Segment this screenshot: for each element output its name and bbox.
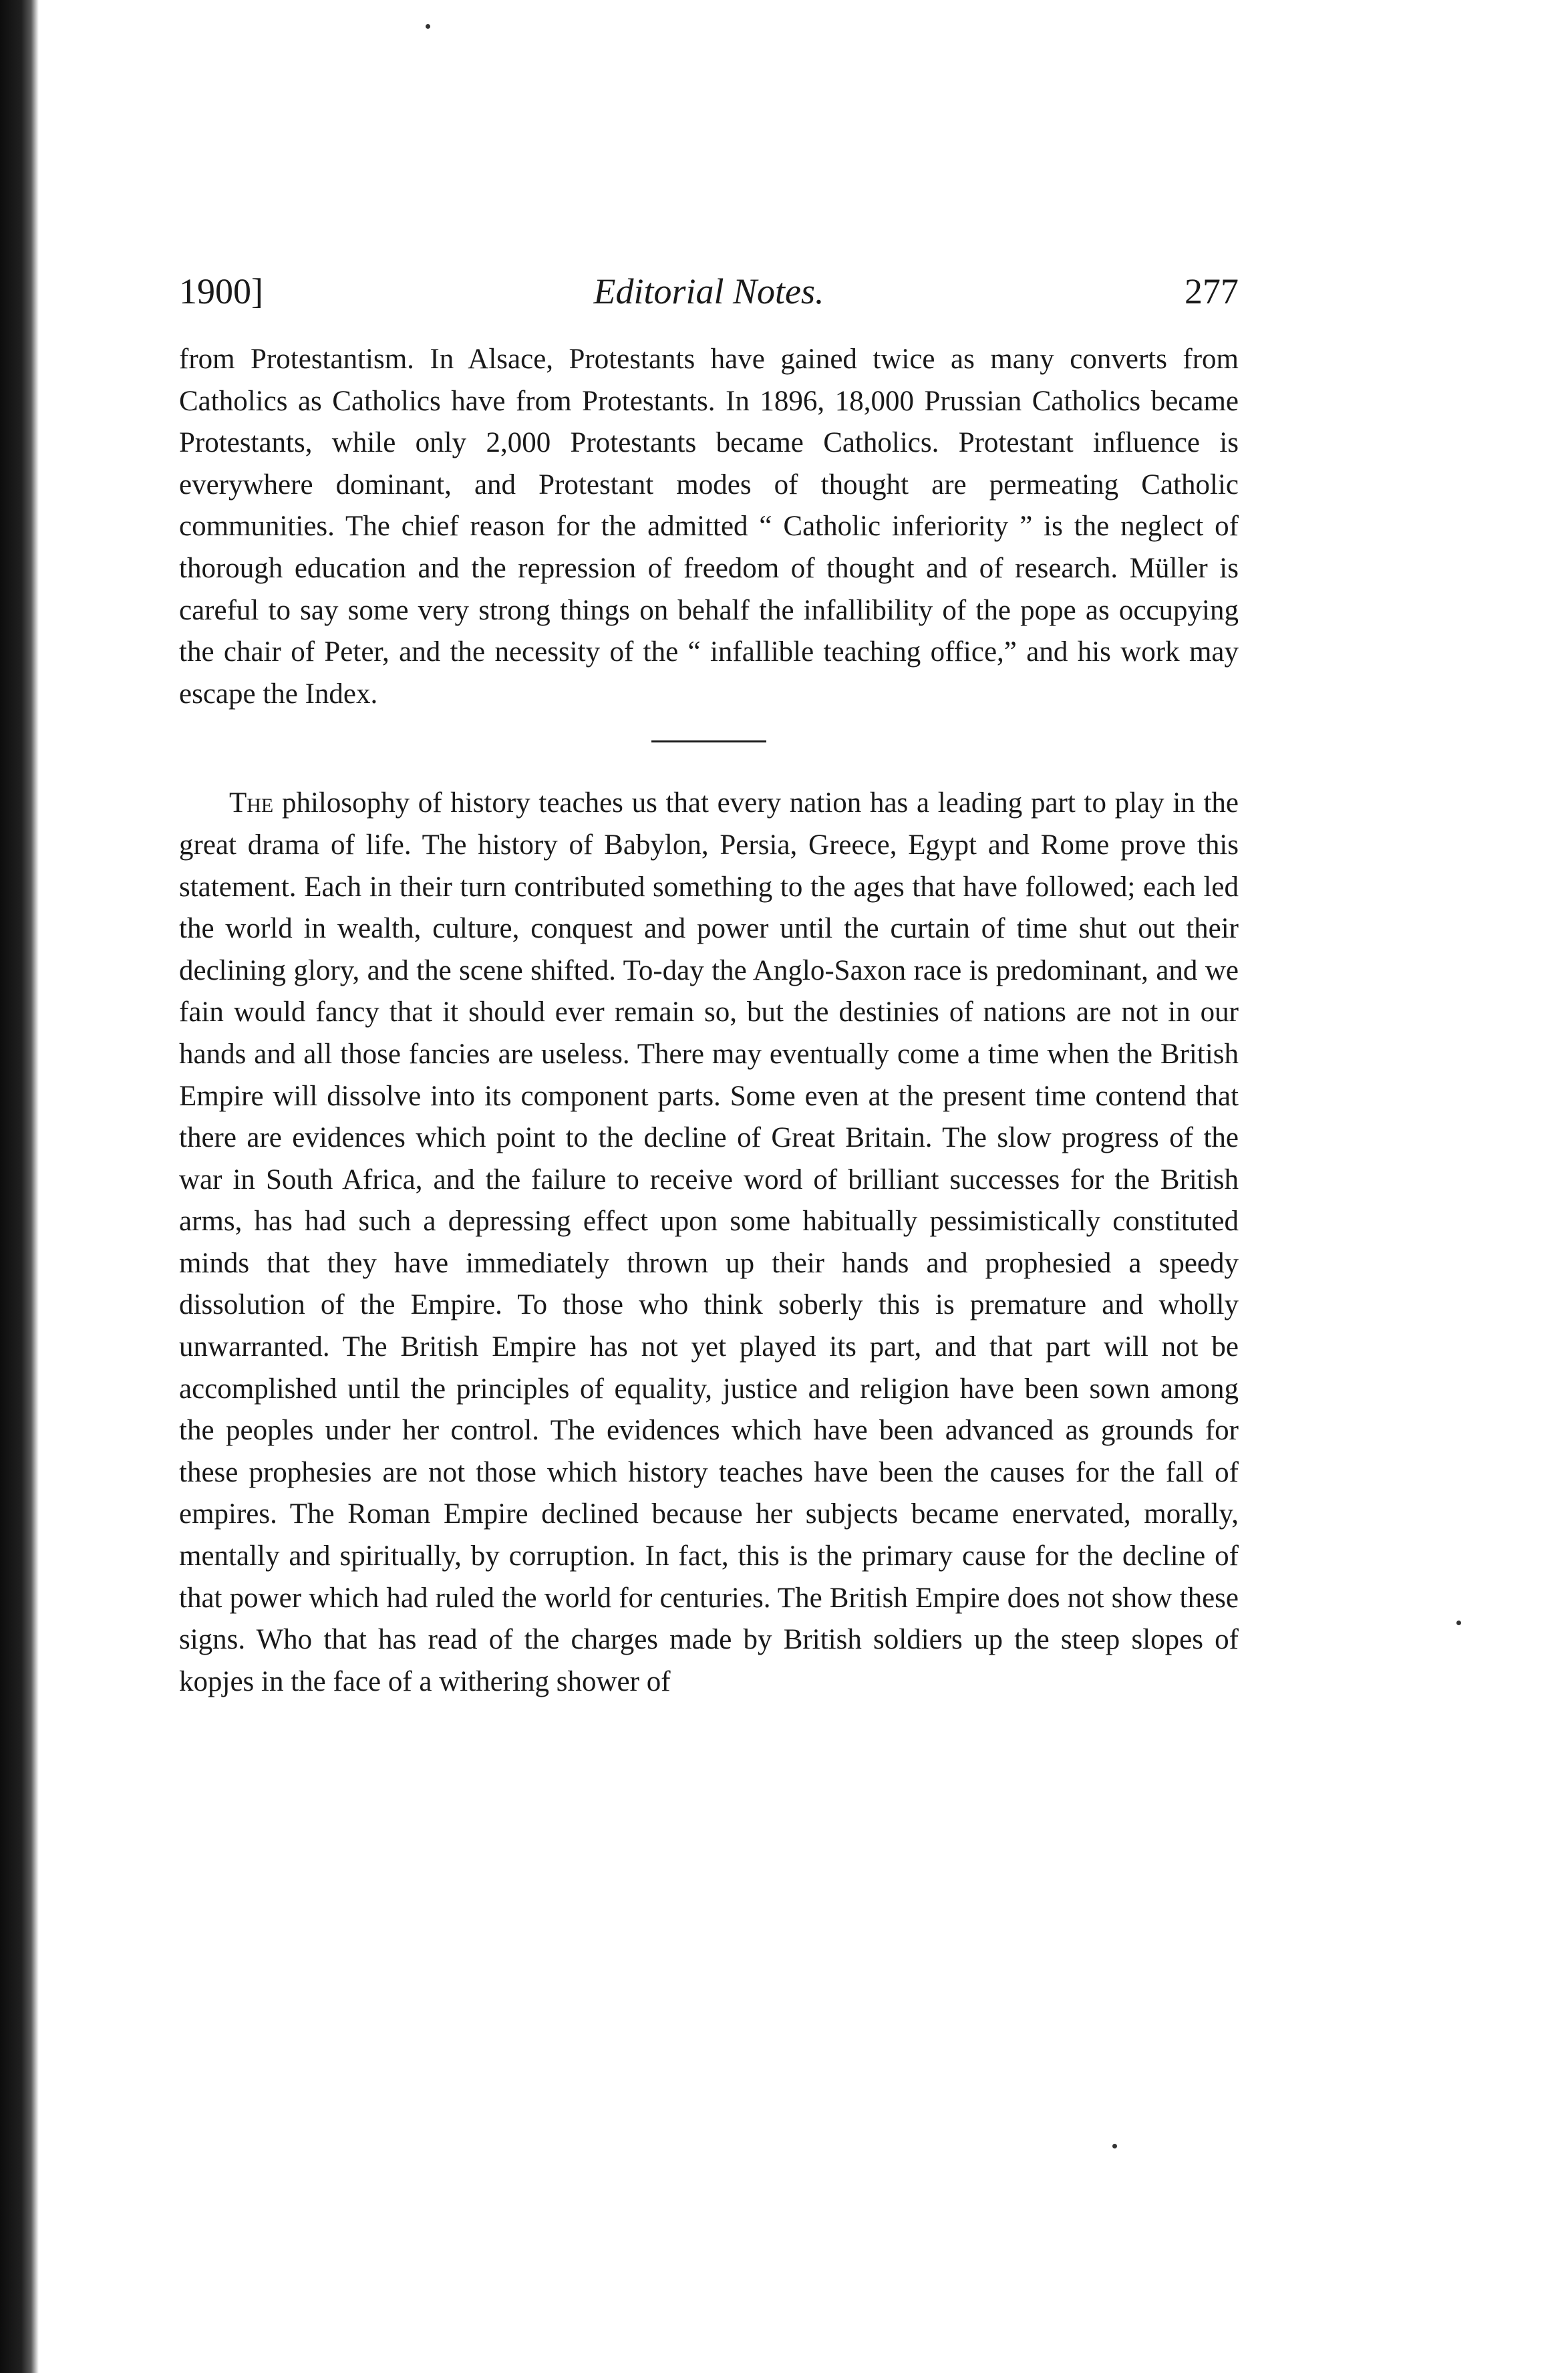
- paragraph-continued: from Protestantism. In Alsace, Protestants have gained twice as many converts from Catholics as Catholics have from Protestants. In 1896, 18,000 Prussian Catholics became Protestants, while only 2,000 Protestants became Catholics. Protestant influence is everywhere dominant, and Protestant modes of thought are permeating Catholic communities. The chief reason for the admitted “ Catholic inferiority ” is the neglect of thorough education and the repression of freedom of thought and of research. Müller is careful to say some very strong things on behalf the infallibility of the pope as occupying the chair of Peter, and the necessity of the “ infallible teaching office,” and his work may escape the Index.: [179, 343, 1239, 710]
- running-head: [179, 264, 1239, 324]
- running-head-year: 1900]: [179, 271, 263, 311]
- section-divider: [651, 740, 766, 742]
- lead-word: The: [229, 787, 274, 819]
- paragraph-text: philosophy of history teaches us that every nation has a leading part to play in the great drama of life. The history of Babylon, Persia, Greece, Egypt and Rome prove this statement. Each in their turn contributed something to the ages that have followed; each led the world in wealth, culture, conquest and power until the curtain of time shut out their declining glory, and the scene shifted. To-day the Anglo-Saxon race is predominant, and we fain would fancy that it should ever remain so, but the destinies of nations are not in our hands and all those fancies are useless. There may eventually come a time when the British Empire will dissolve into its component parts. Some even at the present time contend that there are evidences which point to the decline of Great Britain. The slow progress of the war in South Africa, and the failure to receive word of brilliant successes for the British arms, has had such a depressing effect upon some habitually pessimistically constituted minds that they have immediately thrown up their hands and prophesied a speedy dissolution of the Empire. To those who think soberly this is premature and wholly unwarranted. The British Empire has not yet played its part, and that part will not be accomplished until the principles of equality, justice and religion have been sown among the peoples under her control. The evidences which have been advanced as grounds for these prophesies are not those which history teaches have been the causes for the fall of empires. The Roman Empire declined because her subjects became enervated, morally, mentally and spiritually, by corruption. In fact, this is the primary cause for the decline of that power which had ruled the world for centuries. The British Empire does not show these signs. Who that has read of the charges made by British soldiers up the steep slopes of kopjes in the face of a withering shower of: [179, 787, 1239, 1697]
- scan-speck: [426, 24, 430, 29]
- running-head-title: Editorial Notes.: [593, 271, 824, 311]
- page-body: [179, 264, 1239, 1703]
- scan-speck: [1456, 1621, 1461, 1625]
- page-number: 277: [1185, 271, 1239, 311]
- scan-binding-edge: [0, 0, 39, 2373]
- paragraph-philosophy-of-history: [179, 783, 1239, 1703]
- scan-speck: [1112, 2144, 1117, 2148]
